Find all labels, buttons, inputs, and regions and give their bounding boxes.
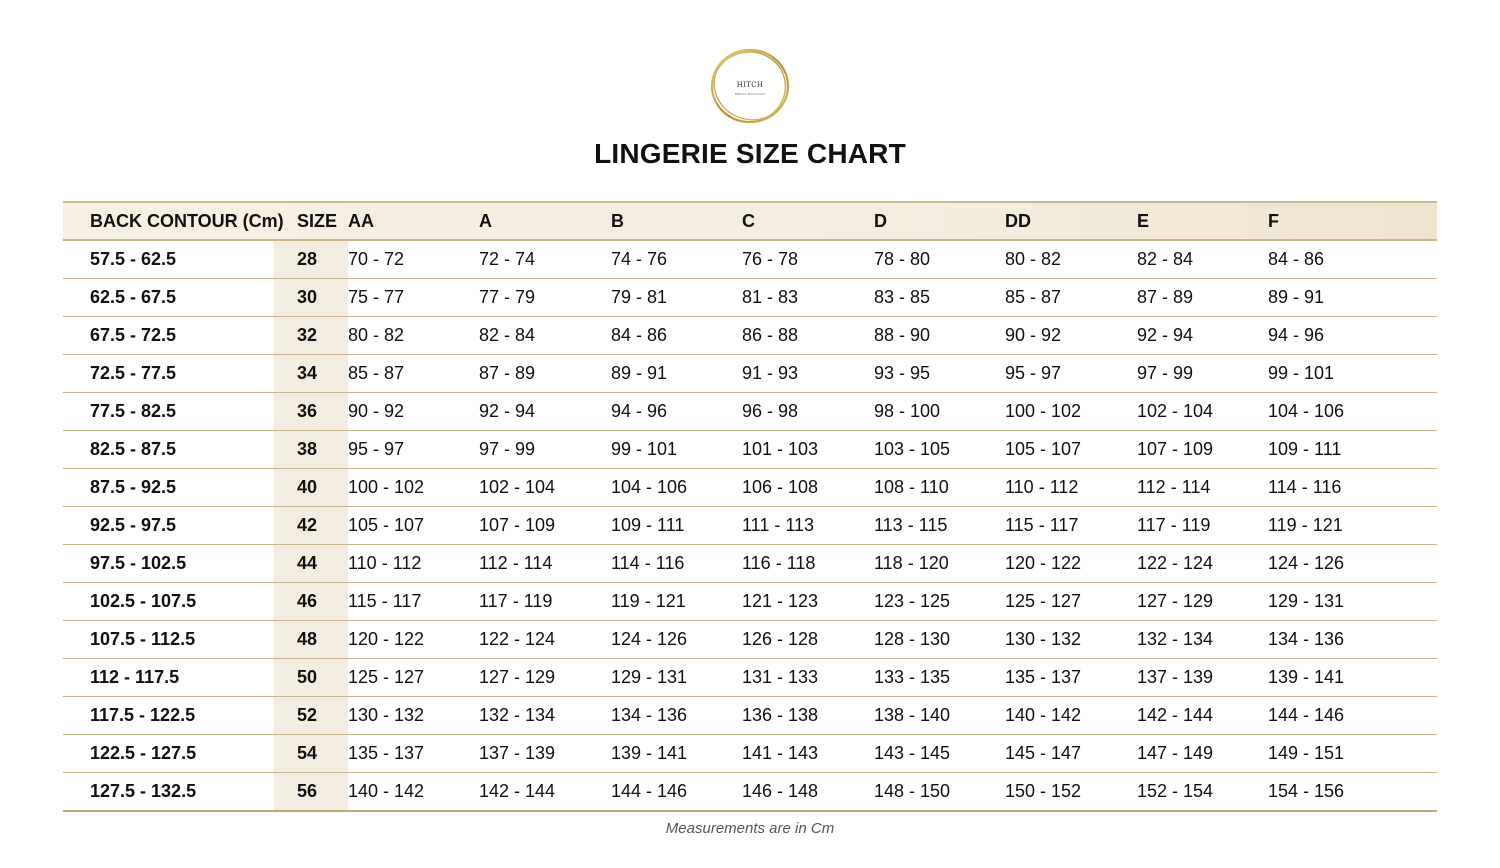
table-row [63, 545, 1437, 583]
header-cup-a: A [479, 202, 611, 240]
bust-range-cell: 129 - 131 [611, 659, 742, 697]
bust-range-cell: 82 - 84 [1137, 240, 1268, 279]
table-row [63, 697, 1437, 735]
bust-range-cell: 147 - 149 [1137, 735, 1268, 773]
bust-range-cell: 74 - 76 [611, 240, 742, 279]
bust-range-cell: 127 - 129 [479, 659, 611, 697]
bust-range-cell: 142 - 144 [1137, 697, 1268, 735]
bust-range-cell: 140 - 142 [1005, 697, 1137, 735]
bust-range-cell: 77 - 79 [479, 279, 611, 317]
bust-range-cell: 152 - 154 [1137, 773, 1268, 812]
bust-range-cell: 121 - 123 [742, 583, 874, 621]
table-row [63, 621, 1437, 659]
bust-range-cell: 143 - 145 [874, 735, 1005, 773]
table-row [63, 583, 1437, 621]
header-cup-aa: AA [348, 202, 479, 240]
bust-range-cell: 70 - 72 [348, 240, 479, 279]
bust-range-cell: 94 - 96 [1268, 317, 1437, 355]
bust-range-cell: 146 - 148 [742, 773, 874, 812]
table-row [63, 507, 1437, 545]
bust-range-cell: 125 - 127 [1005, 583, 1137, 621]
bust-range-cell: 131 - 133 [742, 659, 874, 697]
bust-range-cell: 95 - 97 [348, 431, 479, 469]
bust-range-cell: 114 - 116 [611, 545, 742, 583]
header-cup-f: F [1268, 202, 1437, 240]
band-size-cell: 46 [274, 583, 348, 621]
back-contour-cell: 57.5 - 62.5 [63, 240, 274, 279]
bust-range-cell: 123 - 125 [874, 583, 1005, 621]
bust-range-cell: 138 - 140 [874, 697, 1005, 735]
header-cup-e: E [1137, 202, 1268, 240]
bust-range-cell: 118 - 120 [874, 545, 1005, 583]
bust-range-cell: 137 - 139 [1137, 659, 1268, 697]
bust-range-cell: 124 - 126 [1268, 545, 1437, 583]
bust-range-cell: 92 - 94 [479, 393, 611, 431]
bust-range-cell: 105 - 107 [348, 507, 479, 545]
bust-range-cell: 149 - 151 [1268, 735, 1437, 773]
logo-brand-name: HITCH [736, 81, 764, 89]
bust-range-cell: 108 - 110 [874, 469, 1005, 507]
bust-range-cell: 139 - 141 [611, 735, 742, 773]
band-size-cell: 44 [274, 545, 348, 583]
bust-range-cell: 130 - 132 [348, 697, 479, 735]
measurement-footnote: Measurements are in Cm [665, 820, 835, 837]
bust-range-cell: 119 - 121 [611, 583, 742, 621]
bust-range-cell: 128 - 130 [874, 621, 1005, 659]
bust-range-cell: 117 - 119 [479, 583, 611, 621]
back-contour-cell: 62.5 - 67.5 [63, 279, 274, 317]
bust-range-cell: 78 - 80 [874, 240, 1005, 279]
bust-range-cell: 154 - 156 [1268, 773, 1437, 812]
bust-range-cell: 140 - 142 [348, 773, 479, 812]
bust-range-cell: 79 - 81 [611, 279, 742, 317]
bust-range-cell: 86 - 88 [742, 317, 874, 355]
band-size-cell: 54 [274, 735, 348, 773]
bust-range-cell: 115 - 117 [1005, 507, 1137, 545]
bust-range-cell: 82 - 84 [479, 317, 611, 355]
header-cup-d: D [874, 202, 1005, 240]
table-row [63, 469, 1437, 507]
header-cup-b: B [611, 202, 742, 240]
bust-range-cell: 104 - 106 [1268, 393, 1437, 431]
bust-range-cell: 98 - 100 [874, 393, 1005, 431]
bust-range-cell: 109 - 111 [1268, 431, 1437, 469]
bust-range-cell: 90 - 92 [348, 393, 479, 431]
bust-range-cell: 84 - 86 [1268, 240, 1437, 279]
bust-range-cell: 83 - 85 [874, 279, 1005, 317]
bust-range-cell: 137 - 139 [479, 735, 611, 773]
bust-range-cell: 97 - 99 [479, 431, 611, 469]
table-row [63, 773, 1437, 812]
bust-range-cell: 91 - 93 [742, 355, 874, 393]
bust-range-cell: 99 - 101 [611, 431, 742, 469]
header-back-contour: BACK CONTOUR (Cm) [63, 202, 274, 240]
table-row [63, 355, 1437, 393]
header-size: SIZE [274, 202, 348, 240]
bust-range-cell: 127 - 129 [1137, 583, 1268, 621]
bust-range-cell: 80 - 82 [348, 317, 479, 355]
table-row [63, 659, 1437, 697]
back-contour-cell: 122.5 - 127.5 [63, 735, 274, 773]
bust-range-cell: 132 - 134 [479, 697, 611, 735]
bust-range-cell: 101 - 103 [742, 431, 874, 469]
bust-range-cell: 130 - 132 [1005, 621, 1137, 659]
bust-range-cell: 110 - 112 [348, 545, 479, 583]
bust-range-cell: 113 - 115 [874, 507, 1005, 545]
back-contour-cell: 77.5 - 82.5 [63, 393, 274, 431]
bust-range-cell: 100 - 102 [1005, 393, 1137, 431]
bust-range-cell: 102 - 104 [1137, 393, 1268, 431]
bust-range-cell: 99 - 101 [1268, 355, 1437, 393]
table-row [63, 735, 1437, 773]
bust-range-cell: 89 - 91 [611, 355, 742, 393]
bust-range-cell: 112 - 114 [479, 545, 611, 583]
brand-logo [709, 46, 791, 126]
band-size-cell: 48 [274, 621, 348, 659]
bust-range-cell: 134 - 136 [1268, 621, 1437, 659]
band-size-cell: 28 [274, 240, 348, 279]
bust-range-cell: 105 - 107 [1005, 431, 1137, 469]
back-contour-cell: 92.5 - 97.5 [63, 507, 274, 545]
bust-range-cell: 107 - 109 [1137, 431, 1268, 469]
band-size-cell: 52 [274, 697, 348, 735]
back-contour-cell: 117.5 - 122.5 [63, 697, 274, 735]
table-body [63, 240, 1437, 811]
band-size-cell: 42 [274, 507, 348, 545]
table-row [63, 317, 1437, 355]
bust-range-cell: 135 - 137 [348, 735, 479, 773]
back-contour-cell: 87.5 - 92.5 [63, 469, 274, 507]
bust-range-cell: 150 - 152 [1005, 773, 1137, 812]
bust-range-cell: 110 - 112 [1005, 469, 1137, 507]
bust-range-cell: 94 - 96 [611, 393, 742, 431]
bust-range-cell: 122 - 124 [479, 621, 611, 659]
bust-range-cell: 85 - 87 [1005, 279, 1137, 317]
bust-range-cell: 124 - 126 [611, 621, 742, 659]
band-size-cell: 56 [274, 773, 348, 812]
bust-range-cell: 96 - 98 [742, 393, 874, 431]
logo-tagline: BRIDAL BOUTIQUE [734, 92, 766, 96]
band-size-cell: 36 [274, 393, 348, 431]
bust-range-cell: 103 - 105 [874, 431, 1005, 469]
bust-range-cell: 87 - 89 [479, 355, 611, 393]
bust-range-cell: 120 - 122 [348, 621, 479, 659]
table-row [63, 393, 1437, 431]
header-cup-dd: DD [1005, 202, 1137, 240]
bust-range-cell: 135 - 137 [1005, 659, 1137, 697]
bust-range-cell: 111 - 113 [742, 507, 874, 545]
header-cup-c: C [742, 202, 874, 240]
back-contour-cell: 112 - 117.5 [63, 659, 274, 697]
band-size-cell: 40 [274, 469, 348, 507]
bust-range-cell: 85 - 87 [348, 355, 479, 393]
back-contour-cell: 102.5 - 107.5 [63, 583, 274, 621]
bust-range-cell: 84 - 86 [611, 317, 742, 355]
bust-range-cell: 102 - 104 [479, 469, 611, 507]
bust-range-cell: 104 - 106 [611, 469, 742, 507]
size-chart-table-container [63, 201, 1437, 812]
bust-range-cell: 112 - 114 [1137, 469, 1268, 507]
bust-range-cell: 145 - 147 [1005, 735, 1137, 773]
back-contour-cell: 82.5 - 87.5 [63, 431, 274, 469]
bust-range-cell: 144 - 146 [1268, 697, 1437, 735]
bust-range-cell: 80 - 82 [1005, 240, 1137, 279]
table-row [63, 431, 1437, 469]
bust-range-cell: 100 - 102 [348, 469, 479, 507]
bust-range-cell: 144 - 146 [611, 773, 742, 812]
bust-range-cell: 133 - 135 [874, 659, 1005, 697]
back-contour-cell: 107.5 - 112.5 [63, 621, 274, 659]
band-size-cell: 32 [274, 317, 348, 355]
bust-range-cell: 114 - 116 [1268, 469, 1437, 507]
bust-range-cell: 109 - 111 [611, 507, 742, 545]
table-row [63, 240, 1437, 279]
bust-range-cell: 106 - 108 [742, 469, 874, 507]
band-size-cell: 50 [274, 659, 348, 697]
table-row [63, 279, 1437, 317]
bust-range-cell: 141 - 143 [742, 735, 874, 773]
back-contour-cell: 97.5 - 102.5 [63, 545, 274, 583]
bust-range-cell: 107 - 109 [479, 507, 611, 545]
bust-range-cell: 93 - 95 [874, 355, 1005, 393]
bust-range-cell: 122 - 124 [1137, 545, 1268, 583]
band-size-cell: 30 [274, 279, 348, 317]
bust-range-cell: 72 - 74 [479, 240, 611, 279]
page-title: LINGERIE SIZE CHART [594, 138, 906, 169]
bust-range-cell: 116 - 118 [742, 545, 874, 583]
bust-range-cell: 129 - 131 [1268, 583, 1437, 621]
bust-range-cell: 139 - 141 [1268, 659, 1437, 697]
bust-range-cell: 88 - 90 [874, 317, 1005, 355]
back-contour-cell: 127.5 - 132.5 [63, 773, 274, 812]
back-contour-cell: 67.5 - 72.5 [63, 317, 274, 355]
bust-range-cell: 132 - 134 [1137, 621, 1268, 659]
bust-range-cell: 142 - 144 [479, 773, 611, 812]
back-contour-cell: 72.5 - 77.5 [63, 355, 274, 393]
band-size-cell: 34 [274, 355, 348, 393]
bust-range-cell: 90 - 92 [1005, 317, 1137, 355]
bust-range-cell: 76 - 78 [742, 240, 874, 279]
bust-range-cell: 117 - 119 [1137, 507, 1268, 545]
bust-range-cell: 87 - 89 [1137, 279, 1268, 317]
bust-range-cell: 148 - 150 [874, 773, 1005, 812]
bust-range-cell: 95 - 97 [1005, 355, 1137, 393]
size-chart-table [63, 201, 1437, 812]
bust-range-cell: 120 - 122 [1005, 545, 1137, 583]
bust-range-cell: 136 - 138 [742, 697, 874, 735]
table-header-row [63, 202, 1437, 240]
bust-range-cell: 75 - 77 [348, 279, 479, 317]
bust-range-cell: 115 - 117 [348, 583, 479, 621]
band-size-cell: 38 [274, 431, 348, 469]
bust-range-cell: 134 - 136 [611, 697, 742, 735]
bust-range-cell: 119 - 121 [1268, 507, 1437, 545]
bust-range-cell: 92 - 94 [1137, 317, 1268, 355]
bust-range-cell: 97 - 99 [1137, 355, 1268, 393]
bust-range-cell: 126 - 128 [742, 621, 874, 659]
bust-range-cell: 81 - 83 [742, 279, 874, 317]
bust-range-cell: 125 - 127 [348, 659, 479, 697]
bust-range-cell: 89 - 91 [1268, 279, 1437, 317]
